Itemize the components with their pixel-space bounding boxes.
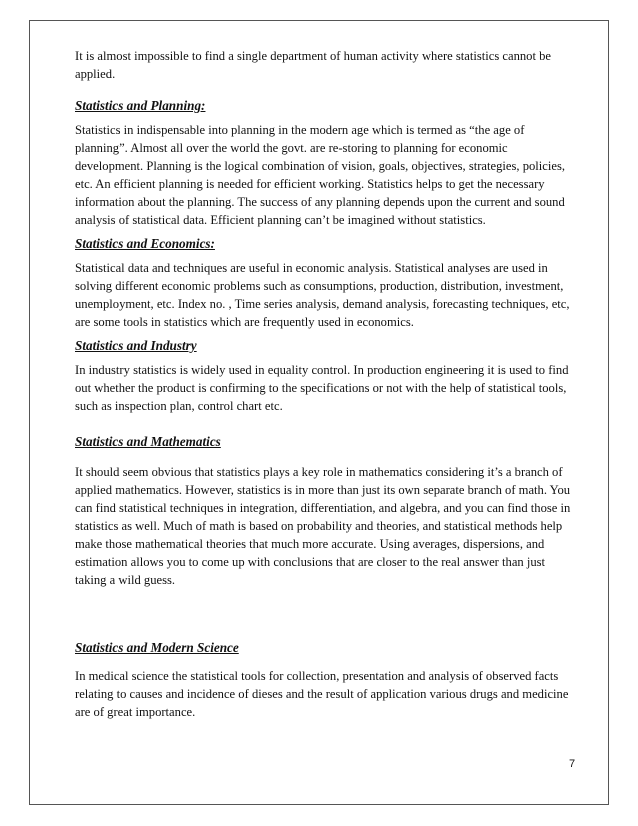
- intro-paragraph: It is almost impossible to find a single department of human activity where statistics cannot be applied.: [75, 49, 552, 81]
- paragraph-industry: In industry statistics is widely used in equality control. In production engineering it is used to find out whether the product is confirming to the specifications or not with the help of statistical tools, such as inspection plan, control chart etc.: [75, 363, 569, 413]
- document-content: [75, 47, 575, 721]
- paragraph-mathematics: It should seem obvious that statistics plays a key role in mathematics considering it’s a branch of applied mathematics. However, statistics is in more than just its own separate branch of math. You can find statistical techniques in integration, differentiation, and algebra, and you can find those in statistics as well. Much of math is based on probability and theories, and statistical methods help make those mathematical theories that much more accurate. Using averages, dispersions, and estimation allows you to come up with conclusions that are closer to the real answer than just taking a wild guess.: [75, 465, 571, 587]
- heading-mathematics: Statistics and Mathematics: [75, 434, 221, 449]
- page-number: 7: [569, 758, 576, 770]
- paragraph-economics: Statistical data and techniques are useful in economic analysis. Statistical analyses are used in solving different economic problems such as consumptions, production, distribution, investment, unemployment, etc. Index no. , Time series analysis, demand analysis, forecasting techniques, etc, are some tools in statistics which are frequently used in economics.: [75, 261, 570, 329]
- heading-industry: Statistics and Industry: [75, 338, 197, 353]
- heading-modern-science: Statistics and Modern Science: [75, 640, 239, 655]
- paragraph-modern-science: In medical science the statistical tools for collection, presentation and analysis of observed facts relating to causes and incidence of dieses and the result of application various drugs and medicine are of great importance.: [75, 669, 569, 719]
- paragraph-planning: Statistics in indispensable into planning in the modern age which is termed as “the age of planning”. Almost all over the world the govt. are re-storing to planning for economic development. Planning is the logical combination of vision, goals, objectives, strategies, policies, etc. An efficient planning is needed for efficient working. Statistics helps to get the necessary information about the planning. The success of any planning depends upon the current and sound analysis of statistical data. Efficient planning can’t be imagined without statistics.: [75, 123, 566, 227]
- heading-planning: Statistics and Planning:: [75, 98, 206, 113]
- heading-economics: Statistics and Economics:: [75, 236, 215, 251]
